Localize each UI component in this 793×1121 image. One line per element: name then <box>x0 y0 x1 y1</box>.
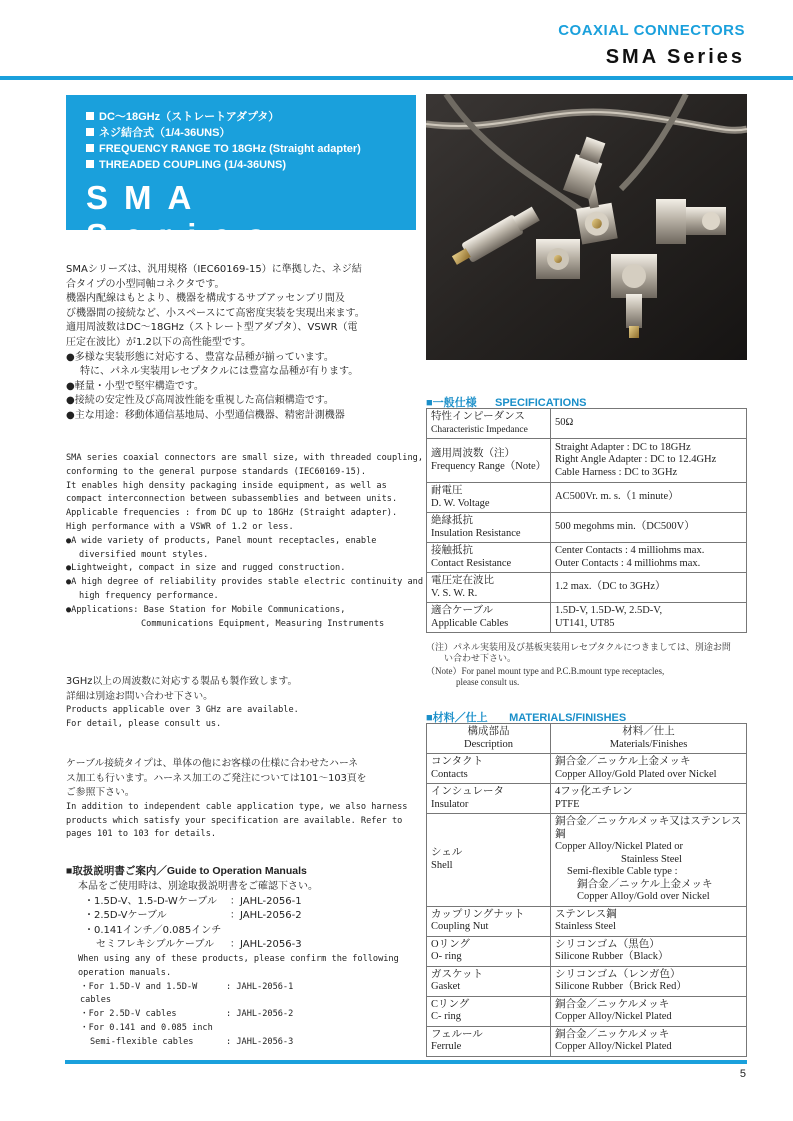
over-3ghz-en: For detail, please consult us. <box>66 718 222 729</box>
specs-note-en: （Note）For panel mount type and P.C.B.mount type receptacles, <box>426 666 665 676</box>
table-row: インシュレータ Insulator 4フッ化エチレン PTFE <box>427 784 747 814</box>
cable-jp: ケーブル接続タイプは、単体の他にお客様の仕様に合わせたハーネ <box>66 758 359 769</box>
manual-en-intro: operation manuals. <box>78 967 172 978</box>
intro-jp-bullet-cont: 特に、パネル実装用レセプタクルには豊富な品種が有ります。 <box>80 366 359 378</box>
series-heading: SMA Series <box>605 46 745 68</box>
materials-heading: ■材料／仕上 MATERIALS/FINISHES <box>426 712 627 724</box>
intro-jp-line: び機器間の接続など、小スペースにて高密度実装を実現出来ます。 <box>66 307 365 319</box>
cable-harness-note <box>66 757 426 842</box>
over-3ghz-note <box>66 675 426 732</box>
specs-note-jp: い合わせ下さい。 <box>444 652 517 663</box>
manual-jp-item: セミフレキシブルケーブル ：JAHL-2056-3 <box>96 939 302 951</box>
feature-item: THREADED COUPLING (1/4-36UNS) <box>86 157 416 173</box>
manual-en-item: ・For 2.5D-V cables : JAHL-2056-2 <box>80 1009 294 1020</box>
intro-jp-line: 合タイプの小型同軸コネクタです。 <box>66 278 225 290</box>
intro-en-bullet: ●A high degree of reliability provides stable electric continuity and <box>66 577 423 588</box>
table-row: 適合ケーブル Applicable Cables 1.5D-V, 1.5D-W, 2.5D-V, UT141, UT85 <box>427 603 747 633</box>
specs-heading: ■一般仕様 SPECIFICATIONS <box>426 397 587 409</box>
manual-en-item: Semi-flexible cables : JAHL-2056-3 <box>90 1036 294 1047</box>
feature-title: SMA Series <box>86 179 282 254</box>
specs-table <box>426 408 747 633</box>
manual-jp-item: ・1.5D-V、1.5-D-Wケーブル ：JAHL-2056-1 <box>84 895 302 907</box>
manual-guide <box>66 863 426 1050</box>
page-number: 5 <box>739 1068 746 1080</box>
cable-en: products which satisfy your specification are available. Refer to <box>66 815 403 826</box>
footer-rule <box>65 1060 747 1064</box>
manual-en-intro: When using any of these products, please confirm the following <box>78 953 399 964</box>
header-rule <box>0 76 793 80</box>
specs-note-jp: （注）パネル実装用及び基板実装用レセプタクルにつきましては、別途お問 <box>426 642 731 652</box>
intro-en-bullet: ●Applications: Base Station for Mobile Communications, <box>66 604 346 615</box>
table-row: コンタクト Contacts 銅合金／ニッケル上金メッキ Copper Alloy/Gold Plated over Nickel <box>427 754 747 784</box>
specs-note <box>426 642 747 687</box>
table-row: 適用周波数（注） Frequency Range（Note） Straight Adapter : DC to 18GHz Right Angle Adapter : DC to 12.4GHz Cable Harness : DC to 3GHz <box>427 439 747 483</box>
intro-en <box>66 452 426 631</box>
materials-table <box>426 723 747 1057</box>
feature-box <box>66 95 416 254</box>
intro-jp-line: 適用周波数はDC～18GHz（ストレート型アダプタ）、VSWR（電 <box>66 322 358 334</box>
manual-en-item: ・For 0.141 and 0.085 inch <box>80 1022 213 1033</box>
manual-en-list <box>66 981 426 1050</box>
manual-jp-list <box>66 895 426 953</box>
intro-jp-line: SMAシリーズは、汎用規格（IEC60169-15）に準拠した、ネジ結 <box>66 264 362 275</box>
intro-jp <box>66 263 426 424</box>
catalog-category: COAXIAL CONNECTORS <box>558 22 745 39</box>
manual-jp-item: ・2.5D-Vケーブル ：JAHL-2056-2 <box>84 910 302 922</box>
table-row: シェル Shell 銅合金／ニッケルメッキ又はステンレス鋼 Copper Alloy/Nickel Plated or Stainless Steel Semi-flexible Cable type : 銅合金／ニッケル上金メッキ Copper Alloy/Gold over Nickel <box>427 814 747 907</box>
over-3ghz-jp: 詳細は別途お問い合わせ下さい。 <box>66 690 213 702</box>
feature-item: FREQUENCY RANGE TO 18GHz (Straight adapter) <box>86 141 416 157</box>
intro-en-line: It enables high density packaging inside equipment, as well as <box>66 480 387 491</box>
table-row: 絶縁抵抗 Insulation Resistance 500 megohms min.（DC500V） <box>427 513 747 543</box>
intro-jp-bullet: ●接続の安定性及び高周波性能を重視した高信頼構造です。 <box>66 395 334 407</box>
intro-jp-bullet: ●多様な実装形態に対応する、豊富な品種が揃っています。 <box>66 351 334 363</box>
table-header-row: 構成部品 Description 材料／仕上 Materials/Finishes <box>427 724 747 754</box>
cable-en: pages 101 to 103 for details. <box>66 829 217 840</box>
cable-jp: ス加工も行います。ハーネス加工のご発注については101～103頁を <box>66 772 367 784</box>
intro-en-bullet-cont: diversified mount styles. <box>79 549 209 560</box>
table-row: 特性インピーダンス Characteristic Impedance 50Ω <box>427 409 747 439</box>
intro-jp-line: 圧定在波比）が1.2以下の高性能型です。 <box>66 336 252 348</box>
intro-en-bullet-cont: high frequency performance. <box>79 590 219 601</box>
intro-en-bullet: ●A wide variety of products, Panel mount receptacles, enable <box>66 535 377 546</box>
over-3ghz-jp: 3GHz以上の周波数に対応する製品も製作致します。 <box>66 676 298 687</box>
intro-jp-line: 機器内配線はもとより、機器を構成するサブアッセンブリ間及 <box>66 293 345 305</box>
cable-en: In addition to independent cable application type, we also harness <box>66 801 408 812</box>
specs-note-en: please consult us. <box>456 676 520 687</box>
intro-en-line: compact interconnection between subassemblies and between units. <box>66 494 398 505</box>
table-row: フェルール Ferrule 銅合金／ニッケルメッキ Copper Alloy/Nickel Plated <box>427 1026 747 1056</box>
table-row: 電圧定在波比 V. S. W. R. 1.2 max.（DC to 3GHz） <box>427 573 747 603</box>
manual-title: ■取扱説明書ご案内／Guide to Operation Manuals <box>66 865 307 877</box>
intro-en-bullet-cont: Communications Equipment, Measuring Instruments <box>141 618 385 629</box>
table-row: 耐電圧 D. W. Voltage AC500Vr. m. s.（1 minute） <box>427 483 747 513</box>
intro-en-line: SMA series coaxial connectors are small size, with threaded coupling, <box>66 453 423 463</box>
feature-item: DC～18GHz（ストレートアダプタ） <box>86 109 416 125</box>
table-row: Oリング O- ring シリコンゴム（黒色） Silicone Rubber（Black） <box>427 936 747 966</box>
table-row: 接触抵抗 Contact Resistance Center Contacts : 4 milliohms max. Outer Contacts : 4 milliohms max. <box>427 543 747 573</box>
manual-jp-intro: 本品をご使用時は、別途取扱説明書をご確認下さい。 <box>78 881 318 892</box>
table-row: カップリングナット Coupling Nut ステンレス鋼 Stainless Steel <box>427 906 747 936</box>
intro-en-bullet: ●Lightweight, compact in size and rugged construction. <box>66 563 346 574</box>
intro-en-line: Applicable frequencies : from DC up to 18GHz (Straight adapter). <box>66 508 398 519</box>
over-3ghz-en: Products applicable over 3 GHz are available. <box>66 705 299 716</box>
table-row: Cリング C- ring 銅合金／ニッケルメッキ Copper Alloy/Nickel Plated <box>427 996 747 1026</box>
intro-en-line: conforming to the general purpose standards (IEC60169-15). <box>66 466 367 477</box>
intro-en-line: High performance with a VSWR of 1.2 or less. <box>66 521 294 532</box>
feature-item: ネジ結合式（1/4-36UNS） <box>86 125 416 141</box>
intro-jp-bullet: ●軽量・小型で堅牢構造です。 <box>66 380 204 392</box>
manual-en-item: ・For 1.5D-V and 1.5D-W cables : JAHL-2056-1 <box>80 981 294 1006</box>
cable-jp: ご参照下さい。 <box>66 787 135 799</box>
product-photo <box>426 94 747 360</box>
manual-jp-item: ・0.141インチ／0.085インチ <box>84 924 222 936</box>
table-row: ガスケット Gasket シリコンゴム（レンガ色） Silicone Rubber（Brick Red） <box>427 966 747 996</box>
intro-jp-bullet: ●主な用途：移動体通信基地局、小型通信機器、精密計測機器 <box>66 409 345 421</box>
